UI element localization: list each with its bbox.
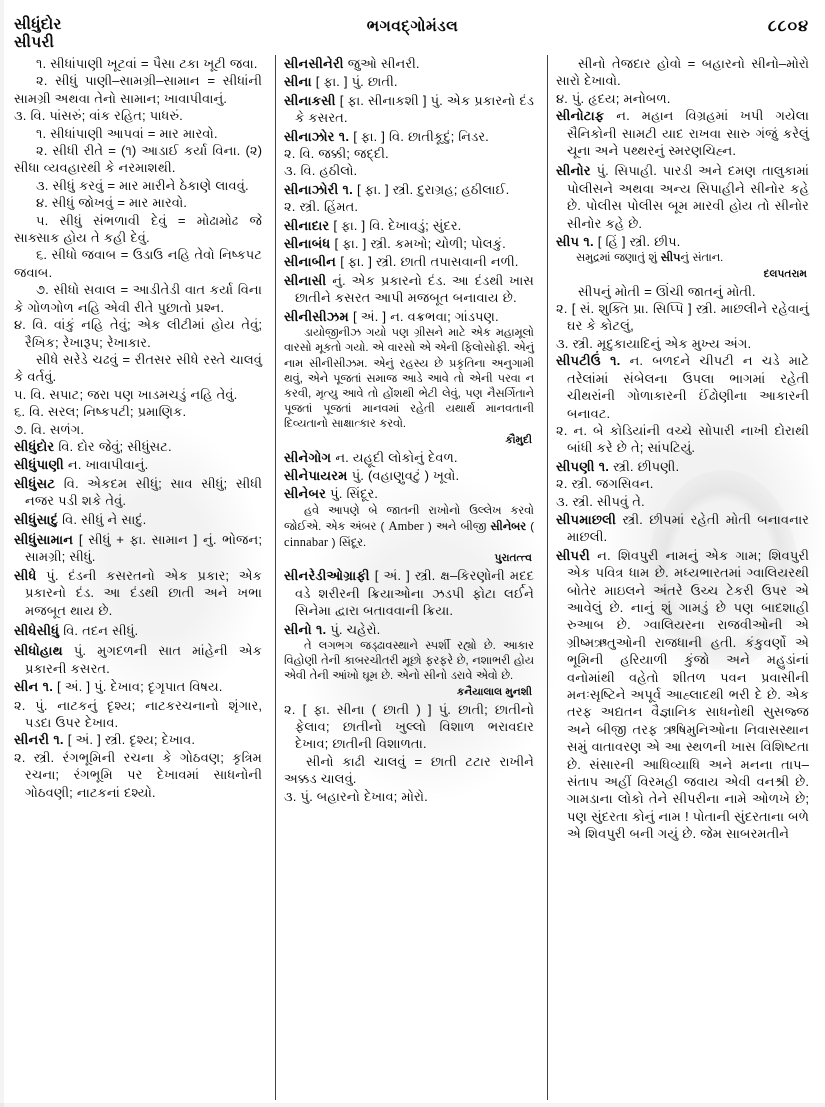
sense-line: ૫. વિ. સપાટ; જરા પણ ખાડમચડું નહિ તેવું.: [14, 386, 238, 402]
entry-body: નું. એક પ્રકારનો દંડ. આ દંડથી ખાસ છાતીને કસરત આપી મજબૂત બનાવાય છે.: [295, 272, 534, 306]
dictionary-entry: [14, 531, 262, 566]
sense-line: ૩. સ્ત્રી. મૃદુકાયાદિનું એક મુખ્ય અંગ.: [556, 335, 752, 351]
dictionary-entry: [556, 547, 809, 843]
entry-body: [ ફા. ] પું. છાતી.: [315, 74, 398, 90]
idiom-line: ૧. સીધાંપાણી ખૂટવાં = પૈસા ટકા ખૂટી જવા.: [36, 56, 258, 71]
idiom-line: ૧. સીધાંપાણી આપવાં = માર મારવો.: [36, 125, 218, 141]
sense-line: ૨. ન. બે કોડિયાંની વચ્ચે સોપારી નાખી દોરાથી બાંધી કરે છે તે; સાંપટિયું.: [556, 422, 809, 456]
dictionary-entry: [284, 467, 534, 484]
entry-body: પું. ચહેરો.: [330, 621, 381, 637]
headword: સીનાદાર: [284, 217, 330, 233]
headword: સીધોહાથ: [14, 643, 63, 659]
sense-line: ૨. સ્ત્રી. જગસિવન.: [556, 476, 654, 492]
entry-body: ન. શિવપુરી નામનું એક ગામ; શિવપુરી એક પવિત્ર ધામ છે. મધ્યભારતમાં ગ્વાલિયરથી બોતેર માઇલને અંતરે ઉચ્ચ ટેકરી ઉપર એ આવેલું છે. નાનું શું ગામડું છે પણ બાદશાહી રુઆબ છે. ગ્વાલિયરના રાજવીઓની એ ગ્રીષ્મઋતુઓની રાજધાની હતી. કંકુવર્ણો એ ભૂમિની હરિયાળી કુંજો અને મહુડાંનાં વનોમાંથી વહેતો શીતળ પવન પ્રવાસીની મનઃસૃષ્ટિને અપૂર્વ આહ્લાદથી ભરી દે છે. એક તરફ અદ્યતન વૈજ્ઞાનિક સાધનોથી સુસજ્જ અને બીજી તરફ ઋષિમુનિઓના નિવાસસ્થાન સમું વાતાવરણ એ આ સ્થળની ખાસ વિશિષ્ટતા છે. સંસારની આધિવ્યાધિ અને મનના તાપ‒સંતાપ અહીં વિરમહી જવાય એવી વનશ્રી છે. ગામડાના લોકો તેને સીપરીના નામે ઓળખે છે; પણ સુંદરતા કોનું નામ ! પોતાની સુંદરતાના બળે એ શિવપુરી બની ગયું છે. જેમ સાબરમતીને: [567, 547, 810, 842]
headword: સીધેસીધું: [14, 623, 60, 638]
entry-body: સ્ત્રી. છીપમાં રહેતી મોતી બનાવનાર માછલી.: [567, 511, 809, 545]
column-2: [272, 55, 544, 1100]
entry-body: [ ફા. ] સ્ત્રી. દુરાગ્રહ; હઠીલાઈ.: [356, 181, 510, 197]
idiom-line: ૨. સીધું પાણી‒સામગ્રી‒સામાન = સીધાંની સામગ્રી અથવા તેનો સામાન; ખાવાપીવાનું.: [14, 73, 262, 106]
headword: સીધે: [14, 567, 37, 583]
quotation-source: કૌમુદી: [505, 433, 532, 446]
illustrative-quotation: [556, 251, 809, 266]
latin-term-cinnabar: cinnabar: [284, 535, 329, 550]
sense-line: ૭. વિ. સળંગ.: [14, 421, 85, 437]
dictionary-entry: [284, 235, 534, 252]
dictionary-entry: [284, 128, 534, 180]
sense-line: ૪. વિ. વાંકું નહિ તેવું; એક લીટીમાં હોય તેવું; રૈખિક; રેખારૂપ; રેખાકાર.: [14, 317, 262, 350]
dictionary-entry: [284, 272, 534, 307]
dictionary-entry: [14, 511, 262, 528]
latin-term-amber: Amber: [388, 518, 424, 533]
dictionary-entry: [14, 567, 262, 619]
idiom-line: ૨. સીધી રીતે = (૧) આડાઈ કર્યા વિના. (૨) સીધા વ્યવહારથી કે નરમાશથી.: [14, 143, 262, 176]
quotation-source: દલપતરામ: [763, 267, 807, 280]
dictionary-entry: [14, 678, 262, 695]
dictionary-entry: [556, 233, 809, 250]
entry-body: પું. સિંદૂર.: [330, 486, 378, 502]
sense-line: ૨. [ સં. શુક્તિ પ્રા. સિપ્પિ ] સ્ત્રી. માછલીને રહેવાનું ઘર કે કોટલું,: [556, 301, 809, 334]
entry-body: [ અં. ] સ્ત્રી. ક્ષ‒કિરણોની મદદ વડે શરીરની ક્રિયાઓના ઝડપી ફોટા લર્ઈને સિનેમા દ્વારા બતાવવાની ક્રિયા.: [295, 568, 534, 619]
dictionary-entry: [284, 253, 534, 270]
headword: સીનસીનેરી: [284, 56, 344, 71]
idiom-line: ૫. સીધું સંભળાવી દેવું = મોઢામોઢ જે સાક્સાક હોય તે કહી દેવું.: [14, 212, 262, 246]
book-title: ભગવદ્ગોમંડલ: [366, 18, 459, 35]
dictionary-entry: [14, 622, 262, 639]
dictionary-entry: [284, 73, 534, 90]
entry-body: [ હિં ] સ્ત્રી. છીપ.: [597, 234, 681, 250]
headword: સીધુંપાણી: [14, 457, 64, 473]
dictionary-entry: [14, 731, 262, 801]
headword: સીપરી: [556, 547, 590, 563]
sense-line: ૬. વિ. સરલ; નિષ્કપટી; પ્રમાણિક.: [14, 404, 187, 420]
dictionary-entry: [284, 567, 534, 619]
headword: સીનાબીન: [284, 254, 337, 270]
headword: સીધુંદોર: [14, 438, 55, 454]
illustrative-quotation: ડાયોજીનીઝ ગયો પણ ગ્રીસને માટે એક મહામૂલો વારસો મૂકતો ગયો. એ વારસો એ એની ફિલોસોફી. એનું નામ સીનીસીઝમ. એનું રહસ્ય છે પ્રકૃતિના અનુગામી થવું, એને પૂજતાં સમાજ આડે આવે તો એની પરવા ન કરવી, મૃત્યુ આવે તો હોંશથી ભેટી લેવું, પણ નૈસર્ગિતાને પૂજતાં પૂજતાં માનવમાં રહેતી યથાર્થ માનવતાની દિવ્યતાનો સાક્ષાત્કાર કરવો.: [284, 327, 534, 431]
entry-body: સ્ત્રી. છીપણી.: [613, 458, 680, 474]
entry-body: વિ. એકદમ સીધું; સાવ સીધું; સીધી નજર પડી શકે તેવું.: [25, 475, 262, 509]
scan-edge-bottom: [0, 1103, 825, 1107]
entry-body: [ સીધું + ફા. સામાન ] નું. ભોજન; સામગ્રી; સીધું.: [25, 531, 262, 565]
headword: સીધુંસાદું: [14, 511, 59, 527]
headword: સીપણી ૧.: [556, 458, 610, 474]
quotation-source: પુરાતત્ત્વ: [494, 552, 532, 565]
headword: સીનાઝોર ૧.: [284, 128, 350, 144]
running-head-last-word: સીપરી: [14, 34, 55, 51]
quote-segment: ) સિંદૂર.: [328, 537, 367, 550]
dictionary-entry: [284, 308, 534, 325]
illustrative-quotation: તે લગભગ જડ્ઢાવસ્થાને સ્પર્શી રહ્યો છે. આકાર વિહોણી તેની કાબરચીતરી મૂછો ફરફરે છે, નશાભરી હોય એવી તેની આંખો ઘૂમ છે. એનો સીનો ડરાવે એવો છે.: [284, 639, 534, 683]
sense-line: ૨. પું. નાટકનું દૃશ્ય; નાટકરચનાનો શૃંગાર, પડદા ઉપર દેખાવ.: [14, 697, 262, 731]
headword: સીનરેડીઓગ્રાફી: [284, 568, 370, 584]
sense-line: ૩. સ્ત્રી. સીપવું તે.: [556, 493, 645, 509]
entry-body: [ અં. ] ન. વક્રભવા; ગાંડપણ.: [352, 308, 499, 324]
headword: સીનો ૧.: [284, 621, 327, 637]
dictionary-entry: [14, 438, 262, 455]
dictionary-entry: [284, 217, 534, 234]
entry-body: વિ. સીધું ને સાદું.: [62, 511, 147, 527]
sense-line: ૨. વિ. જક્કી; જદ્દી.: [284, 146, 389, 162]
dictionary-entry: [556, 107, 809, 159]
entry-body: [ ફા. ] સ્ત્રી. છાતી તપાસવાની નળી.: [340, 254, 519, 270]
headword: સીના: [284, 74, 312, 90]
headword: સીનીસીઝમ: [284, 308, 349, 324]
entry-body: પું. (વહાણુવટું ) ખૂવો.: [351, 467, 460, 483]
idiom-line: ૭. સીધો સવાલ = આડીતેડી વાત કર્યા વિના કે ગોળગોળ નહિ એવી રીતે પુછાતો પ્રશ્ન.: [14, 282, 262, 315]
headword: સીધુંસામાન: [14, 531, 74, 547]
idiom-line: સીનો કાઢી ચાલવું = છાતી ટટાર રાખીને અક્કડ ચાલવું.: [284, 753, 534, 787]
entry-body: [ ફા. ] વિ. છાતીકૂદું; નિડર.: [353, 128, 489, 144]
dictionary-entry: [556, 458, 809, 510]
idiom-line: સીધે સરેડે ચઢવું = રીતસર સીધે રસ્તે ચાલવું કે વર્તવું.: [14, 351, 262, 385]
headword: સીપટીઉં ૧.: [556, 353, 621, 369]
idiom-line: સીનો તેજદાર હોવો = બહારનો સીનો‒મોરો સારો દેખાવો.: [556, 56, 809, 89]
quote-bold-word: સીપ: [660, 252, 681, 265]
headword: સીનાબંધ: [284, 236, 331, 252]
headword: સીનેગોગ: [284, 449, 332, 465]
dictionary-entry: [14, 642, 262, 677]
entry-body: પું. મુગદળની સાત માંહેની એક પ્રકારની કસરત.: [25, 643, 262, 676]
sense-line: ૨. સ્ત્રી. હિંમત.: [284, 199, 359, 215]
dictionary-entry: [284, 92, 534, 127]
dictionary-entry: [284, 621, 534, 638]
headword: સીનરી ૧.: [14, 732, 64, 748]
entry-body: [ ફા. ] વિ. દેખાવડું; સુંદર.: [333, 217, 462, 233]
sense-line: ૩. વિ. હઠીલો.: [284, 163, 358, 179]
page-number: ૮૮૦૪: [767, 18, 809, 35]
headword: સીનાકસી: [284, 92, 336, 108]
idiom-line: ૪. સીધું જોખવું = માર મારવો.: [36, 195, 187, 211]
quotation-source: કનૈયાલાલ મુનશી: [456, 685, 532, 698]
three-column-body: [0, 55, 825, 1100]
headword: સીનેપાયરમ: [284, 467, 348, 483]
sense-line: ૪. પું. હૃદય; મનોબળ.: [556, 90, 671, 106]
headword: સીનેબર: [284, 486, 327, 502]
sense-line: ૩. વિ. પાંસરું; વાંક રહિત; પાધરું.: [14, 108, 183, 124]
entry-body: જુઓ સીનરી.: [347, 56, 420, 71]
quote-bold-word: સીનેબર: [490, 520, 527, 533]
sense-line: ૨. સ્ત્રી. રંગભૂમિની રચના કે ગોઠવણ; કૃત્રિમ રચના; રંગભૂમિ પર દેખાવમાં સાધનોની ગોઠવણી; નાટકનાં દશ્યો.: [14, 749, 262, 800]
entry-body: વિ. તદન સીધું.: [63, 623, 139, 638]
headword: સીધુંસટ: [14, 475, 56, 491]
headword: સીનોર: [556, 163, 591, 179]
entry-body: ન. યહૂદી લોકોનું દેવળ.: [335, 449, 458, 465]
headword: સીન ૧.: [14, 679, 53, 695]
headword: સીનાઝોરી ૧.: [284, 181, 353, 197]
headword: સીનોટાફ: [556, 108, 605, 124]
sense-line: ૨. [ ફા. સીના ( છાતી ) ] પું. છાતી; છાતીનો ફેલાવ; છાતીનો ખુલ્લો વિશાળ ભરાવદાર દેખાવ; છાતીની વિશાળતા.: [284, 701, 534, 752]
illustrative-quotation: [284, 504, 534, 552]
quote-segment: (: [526, 520, 534, 533]
entry-body: પું. સિપાહી. પારડી અને દમણ તાલુકામાં પોલીસને અથવા અન્ય સિપાહીને સીનોર કહે છે. પોલીસ પોલીસ બૂમ મારવી હોય તો સીનોર સીનોર કહે છે.: [567, 163, 809, 231]
dictionary-entry: [556, 162, 809, 232]
headword: સીપ ૧.: [556, 234, 594, 250]
idiom-line: ૩. સીધું કરવું = માર મારીને ઠેકાણે લાવવું.: [36, 177, 249, 193]
quote-segment: ) અને બીજી: [423, 520, 491, 533]
entry-body: [ ફા. ] સ્ત્રી. કમખો; ચોળી; પોલકું.: [334, 236, 506, 252]
dictionary-entry: [284, 485, 534, 502]
quote-segment: સમુદ્રમાં જણાતું શું: [576, 252, 661, 265]
entry-body: વિ. દોર જેવું; સીધુંસટ.: [58, 438, 172, 454]
dictionary-entry: [284, 55, 534, 72]
entry-body: [ અં. ] પું. દેખાવ; દૃગૃપાત વિષય.: [57, 679, 223, 695]
column-3: [544, 55, 825, 1100]
idiom-line: સીપનું મોતી = ઊંચી જાતનું મોતી.: [578, 283, 756, 299]
headword: સીપમાછલી: [556, 511, 616, 527]
dictionary-entry: [556, 511, 809, 546]
quote-segment: હવે આપણે બે જાતની રાખોનો ઉલ્લેખ કરવો જોઈએ. એક અંબર (: [284, 504, 534, 533]
entry-body: [ ફા. સીનાકશી ] પું. એક પ્રકારનો દંડ કે કસરત.: [295, 92, 534, 126]
sense-line: ૩. પું. બહારનો દેખાવ; મોરો.: [284, 788, 428, 804]
quote-segment: નું સંતાન.: [680, 252, 724, 265]
dictionary-entry: [284, 449, 534, 466]
headword: સીનાસી: [284, 272, 327, 288]
entry-body: પું. દંડની કસરતનો એક પ્રકાર; એક પ્રકારનો દંડ. આ દંડથી છાતી અને ખભા મજબૂત થાય છે.: [25, 567, 262, 618]
running-head: [0, 0, 825, 52]
entry-body: ન. મહાન વિગ્રહમાં ખપી ગયેલા સૈનિકોની સામટી યાદ રાખવા સારુ ગંજું કરેલું ચૂના અને પથ્થરનું સ્મરણચિહ્ન.: [567, 108, 809, 159]
dictionary-entry: [284, 181, 534, 216]
entry-body: [ અં. ] સ્ત્રી. દૃશ્ય; દેખાવ.: [67, 732, 195, 748]
column-1: [0, 55, 272, 1100]
entry-body: ન. ખાવાપીવાનું.: [67, 457, 149, 473]
dictionary-entry: [14, 475, 262, 510]
entry-body: ન. બળદને ચીપટી ન ચડે માટે તરેલાંમાં સંબેલના ઉપલા ભાગમાં રહેતી ચીથરાંની ગોળાકારની ઈંઢોણીના આકારની બનાવટ.: [567, 353, 809, 421]
idiom-line: ૬. સીધો જવાબ = ઉડાઉ નહિ તેવો નિષ્કપટ જવાબ.: [14, 247, 262, 280]
dictionary-entry: [14, 456, 262, 473]
dictionary-entry: [556, 352, 809, 456]
running-head-first-word: સીધુંદોર: [14, 16, 62, 33]
